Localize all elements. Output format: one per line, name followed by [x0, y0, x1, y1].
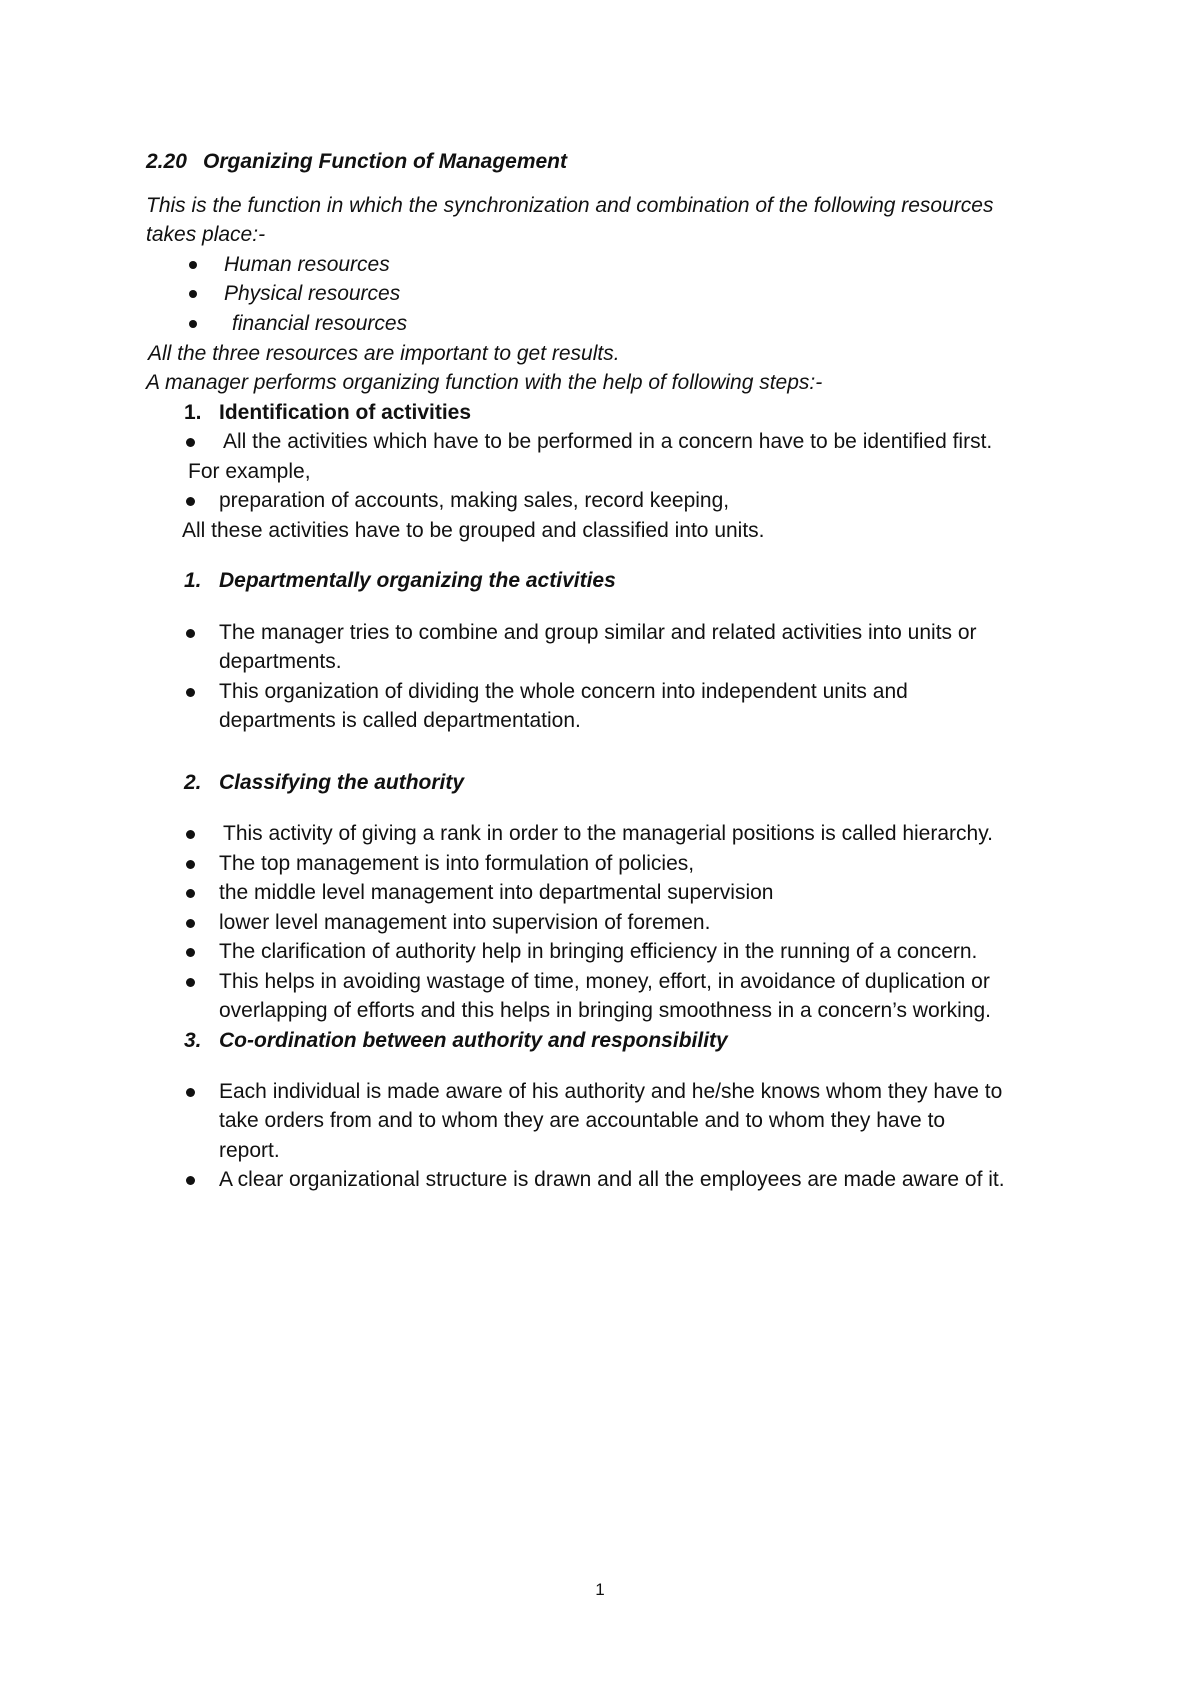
- section-number: 2.20: [146, 150, 187, 173]
- bullet-text: The top management is into formulation of policies,: [219, 852, 695, 875]
- bullet-icon: [186, 1176, 195, 1185]
- bullet-icon: [186, 889, 195, 898]
- bullet-icon: [186, 688, 195, 697]
- example-label: For example,: [188, 460, 311, 483]
- bullet-text: The clarification of authority help in bringing efficiency in the running of a concern.: [219, 940, 978, 963]
- bullet-text: the middle level management into departmental supervision: [219, 881, 774, 904]
- bullet-text: overlapping of efforts and this helps in bringing smoothness in a concern’s working.: [219, 999, 992, 1022]
- step-title: Departmentally organizing the activities: [219, 569, 616, 592]
- step-title: Co-ordination between authority and responsibility: [219, 1029, 728, 1052]
- bullet-text: A clear organizational structure is drawn and all the employees are made aware of it.: [219, 1168, 1005, 1191]
- step-closing: All these activities have to be grouped and classified into units.: [182, 519, 765, 542]
- bullet-icon: [189, 320, 197, 328]
- bullet-icon: [189, 290, 197, 298]
- steps-intro: A manager performs organizing function with the help of following steps:-: [146, 371, 823, 394]
- bullet-text: departments.: [219, 650, 342, 673]
- bullet-icon: [186, 978, 195, 987]
- bullet-icon: [186, 860, 195, 869]
- resource-item: financial resources: [232, 312, 408, 335]
- step-number: 1.: [184, 569, 202, 592]
- resources-summary: All the three resources are important to get results.: [148, 342, 620, 365]
- bullet-text: lower level management into supervision of foremen.: [219, 911, 711, 934]
- bullet-text: departments is called departmentation.: [219, 709, 581, 732]
- bullet-icon: [186, 948, 195, 957]
- intro-line-1: This is the function in which the synchronization and combination of the following resources: [146, 194, 994, 217]
- bullet-icon: [186, 919, 195, 928]
- step-title: Identification of activities: [219, 401, 472, 424]
- bullet-text: report.: [219, 1139, 280, 1162]
- bullet-icon: [189, 261, 197, 269]
- bullet-text: This helps in avoiding wastage of time, money, effort, in avoidance of duplication or: [219, 970, 990, 993]
- resource-item: Human resources: [224, 253, 390, 276]
- bullet-text: take orders from and to whom they are accountable and to whom they have to: [219, 1109, 946, 1132]
- bullet-icon: [186, 629, 195, 638]
- step-number: 2.: [184, 771, 202, 794]
- bullet-text: This activity of giving a rank in order to the managerial positions is called hierarchy.: [223, 822, 993, 845]
- step-title: Classifying the authority: [219, 771, 465, 794]
- step-number: 1.: [184, 401, 202, 424]
- intro-line-2: takes place:-: [146, 223, 266, 246]
- bullet-icon: [186, 497, 195, 506]
- section-title: Organizing Function of Management: [203, 150, 567, 173]
- resource-item: Physical resources: [224, 282, 401, 305]
- bullet-icon: [186, 438, 195, 447]
- page-number: 1: [595, 1580, 605, 1599]
- bullet-text: preparation of accounts, making sales, record keeping,: [219, 489, 730, 512]
- bullet-text: Each individual is made aware of his authority and he/she knows whom they have to: [219, 1080, 1003, 1103]
- step-number: 3.: [184, 1029, 202, 1052]
- bullet-text: All the activities which have to be performed in a concern have to be identified first.: [223, 430, 993, 453]
- bullet-icon: [186, 830, 195, 839]
- bullet-text: This organization of dividing the whole concern into independent units and: [219, 680, 908, 703]
- bullet-icon: [186, 1088, 195, 1097]
- bullet-text: The manager tries to combine and group similar and related activities into units or: [219, 621, 977, 644]
